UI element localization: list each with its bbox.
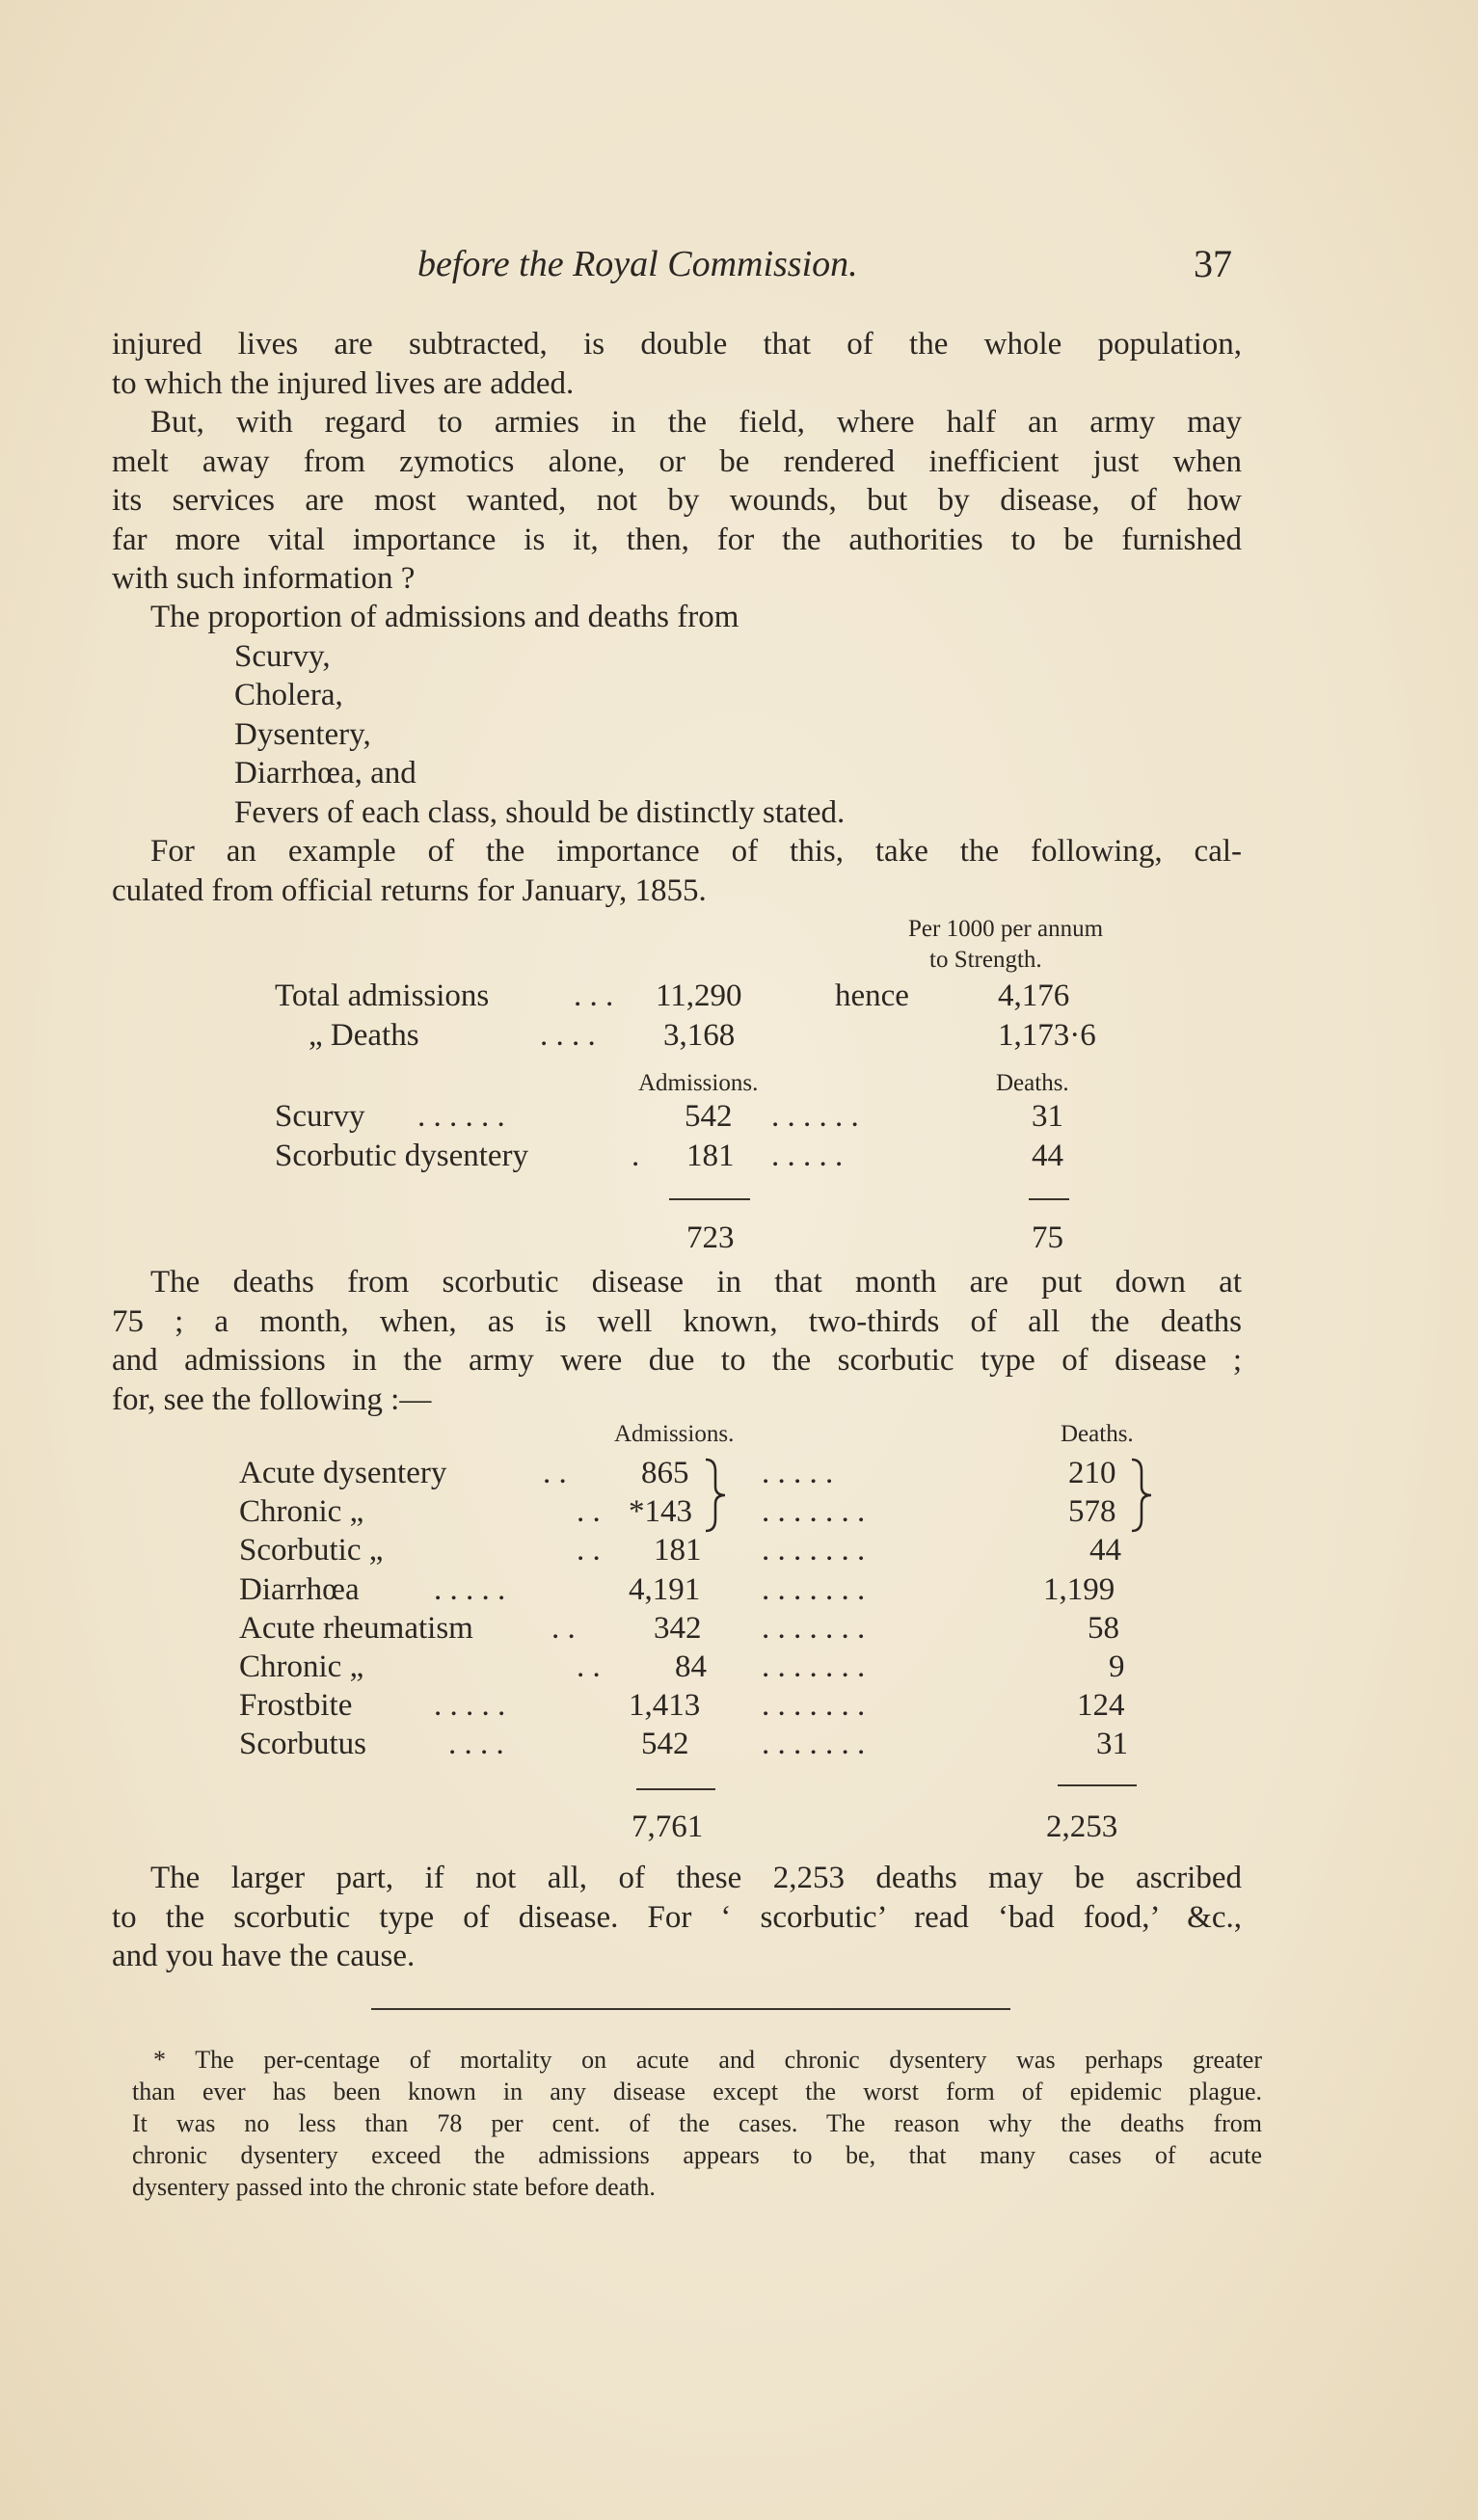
table2-row-admissions: 181 [686,1139,735,1173]
table3-col-admissions: Admissions. [614,1421,735,1447]
list-item: Dysentery, [234,716,371,752]
table1-row-middle: hence [835,979,909,1013]
table3-row-dots: . . [577,1533,601,1568]
table3-row-deaths: 124 [1077,1688,1125,1723]
text-line: The deaths from scorbutic disease in that month are put down at [150,1265,1242,1300]
table3-row-admissions: 542 [641,1727,689,1761]
paragraph-1 [112,325,1242,403]
table3-row-dots: . . . . . [434,1688,506,1723]
table3-row-admissions: 1,413 [629,1688,701,1723]
table3-row-mid-dots: . . . . . . . [762,1649,866,1684]
text-line: to which the injured lives are added. [112,365,575,401]
table3-row-deaths: 31 [1096,1727,1128,1761]
footnote-line: than ever has been known in any disease except the worst form of epidemic plague. [132,2078,1262,2105]
table2-row-deaths: 44 [1032,1139,1063,1173]
table1-header-line2: to Strength. [929,947,1042,973]
text-line: injured lives are subtracted, is double that of the whole population, [112,327,1242,362]
table3-row-deaths: 44 [1089,1533,1121,1568]
table3-row-dots: . . [577,1649,601,1684]
table3-sum-rule-admissions [636,1788,715,1790]
text-line: The proportion of admissions and deaths from [150,600,739,634]
paragraph-5 [112,1263,1242,1419]
text-line: and admissions in the army were due to the scorbutic type of disease ; [112,1343,1242,1378]
table3-row-mid-dots: . . . . . . . [762,1727,866,1761]
table3-row-admissions: 4,191 [629,1572,701,1607]
table3-row-mid-dots: . . . . . . . [762,1494,866,1529]
table2-total-deaths: 75 [1032,1220,1063,1255]
table3-row-label: Acute rheumatism [239,1611,473,1646]
table3-row-dots: . . . . . [434,1572,506,1607]
brace-admissions [702,1458,729,1533]
table1-row-value: 3,168 [663,1018,736,1053]
table1-row-rate: 1,173·6 [998,1018,1096,1053]
table3-row-mid-dots: . . . . . . . [762,1572,866,1607]
paragraph-4 [112,832,1242,910]
table3-row-label: Scorbutic „ [239,1533,384,1568]
paragraph-6 [112,1859,1242,1976]
table3-row-admissions: 84 [675,1649,707,1684]
text-line: melt away from zymotics alone, or be rendered inefficient just when [112,443,1242,479]
running-header-title: before the Royal Commission. [417,244,858,284]
text-line: to the scorbutic type of disease. For ‘ scorbutic’ read ‘bad food,’ &c., [112,1899,1242,1935]
text-line: for, see the following :— [112,1381,432,1417]
table2-row-label: Scorbutic dysentery [275,1139,529,1173]
table1-header-line1: Per 1000 per annum [908,916,1104,942]
table1-row-rate: 4,176 [998,979,1070,1013]
text-line: its services are most wanted, not by wounds, but by disease, of how [112,483,1242,518]
table3-row-deaths: 1,199 [1043,1572,1115,1607]
brace-deaths [1128,1458,1155,1533]
table3-total-admissions: 7,761 [632,1810,704,1844]
table2-row-deaths: 31 [1032,1099,1063,1134]
table3-row-admissions: 342 [654,1611,702,1646]
footnote-line: chronic dysentery exceed the admissions appears to be, that many cases of acute [132,2141,1262,2169]
footnote-separator [371,2008,1010,2010]
page-number: 37 [1194,242,1232,285]
table3-row-mid-dots: . . . . . [762,1456,834,1490]
table1-row-label: „ Deaths [309,1018,419,1053]
table2-row-dots: . [632,1139,640,1173]
text-line: The larger part, if not all, of these 2,253 deaths may be ascribed [150,1861,1242,1895]
list-item: Diarrhœa, and [234,756,417,791]
table3-row-deaths: 210 [1068,1456,1116,1490]
text-line: and you have the cause. [112,1939,416,1973]
table1-row-label: Total admissions [275,979,490,1013]
table2-row-dots: . . . . . . [417,1099,505,1134]
text-line: But, with regard to armies in the field, where half an army may [150,405,1242,440]
footnote-line: * The per-centage of mortality on acute and chronic dysentery was perhaps greater [153,2046,1262,2074]
table3-row-deaths: 58 [1088,1611,1119,1646]
list-item: Scurvy, [234,638,331,674]
table3-total-deaths: 2,253 [1046,1810,1118,1844]
paragraph-3 [112,598,1242,832]
table1-row-dots: . . . . [540,1018,596,1053]
table1-row-value: 11,290 [656,979,742,1013]
text-line: culated from official returns for January, 1855. [112,872,707,908]
table1-row-dots: . . . [574,979,614,1013]
table3-row-label: Diarrhœa [239,1572,360,1607]
text-line: with such information ? [112,561,416,596]
table3-row-dots: . . [551,1611,576,1646]
table2-row-label: Scurvy [275,1099,365,1134]
footnote-line: It was no less than 78 per cent. of the cases. The reason why the deaths from [132,2109,1262,2137]
table3-row-admissions: 865 [641,1456,689,1490]
table3-row-label: Scorbutus [239,1727,366,1761]
table3-row-label: Chronic „ [239,1649,364,1684]
table3-row-admissions: *143 [629,1494,692,1529]
table2-row-admissions: 542 [685,1099,733,1134]
table3-col-deaths: Deaths. [1061,1421,1134,1447]
table2-row-mid-dots: . . . . . [771,1139,844,1173]
table2-row-mid-dots: . . . . . . [771,1099,859,1134]
text-line: For an example of the importance of this, take the following, cal- [150,834,1242,869]
table3-row-deaths: 578 [1068,1494,1116,1529]
table3-row-dots: . . [543,1456,567,1490]
table3-row-mid-dots: . . . . . . . [762,1533,866,1568]
list-item: Fevers of each class, should be distinctly stated. [234,794,846,830]
table3-row-dots: . . . . [448,1727,504,1761]
table3-row-label: Acute dysentery [239,1456,447,1490]
table3-row-mid-dots: . . . . . . . [762,1611,866,1646]
table3-sum-rule-deaths [1058,1784,1137,1786]
table3-row-dots: . . [577,1494,601,1529]
table2-col-admissions: Admissions. [638,1070,759,1096]
table3-row-deaths: 9 [1109,1649,1125,1684]
table3-row-label: Frostbite [239,1688,353,1723]
table3-row-admissions: 181 [654,1533,702,1568]
text-line: far more vital importance is it, then, for the authorities to be furnished [112,522,1242,557]
table2-col-deaths: Deaths. [996,1070,1069,1096]
table2-total-admissions: 723 [686,1220,735,1255]
list-item: Cholera, [234,678,343,712]
paragraph-2 [112,403,1242,599]
table3-row-mid-dots: . . . . . . . [762,1688,866,1723]
table2-sum-rule-admissions [669,1198,750,1200]
table3-row-label: Chronic „ [239,1494,364,1529]
text-line: 75 ; a month, when, as is well known, two-thirds of all the deaths [112,1303,1242,1339]
footnote-line: dysentery passed into the chronic state before death. [132,2173,656,2201]
table2-sum-rule-deaths [1029,1198,1069,1200]
footnote [132,2044,1262,2203]
